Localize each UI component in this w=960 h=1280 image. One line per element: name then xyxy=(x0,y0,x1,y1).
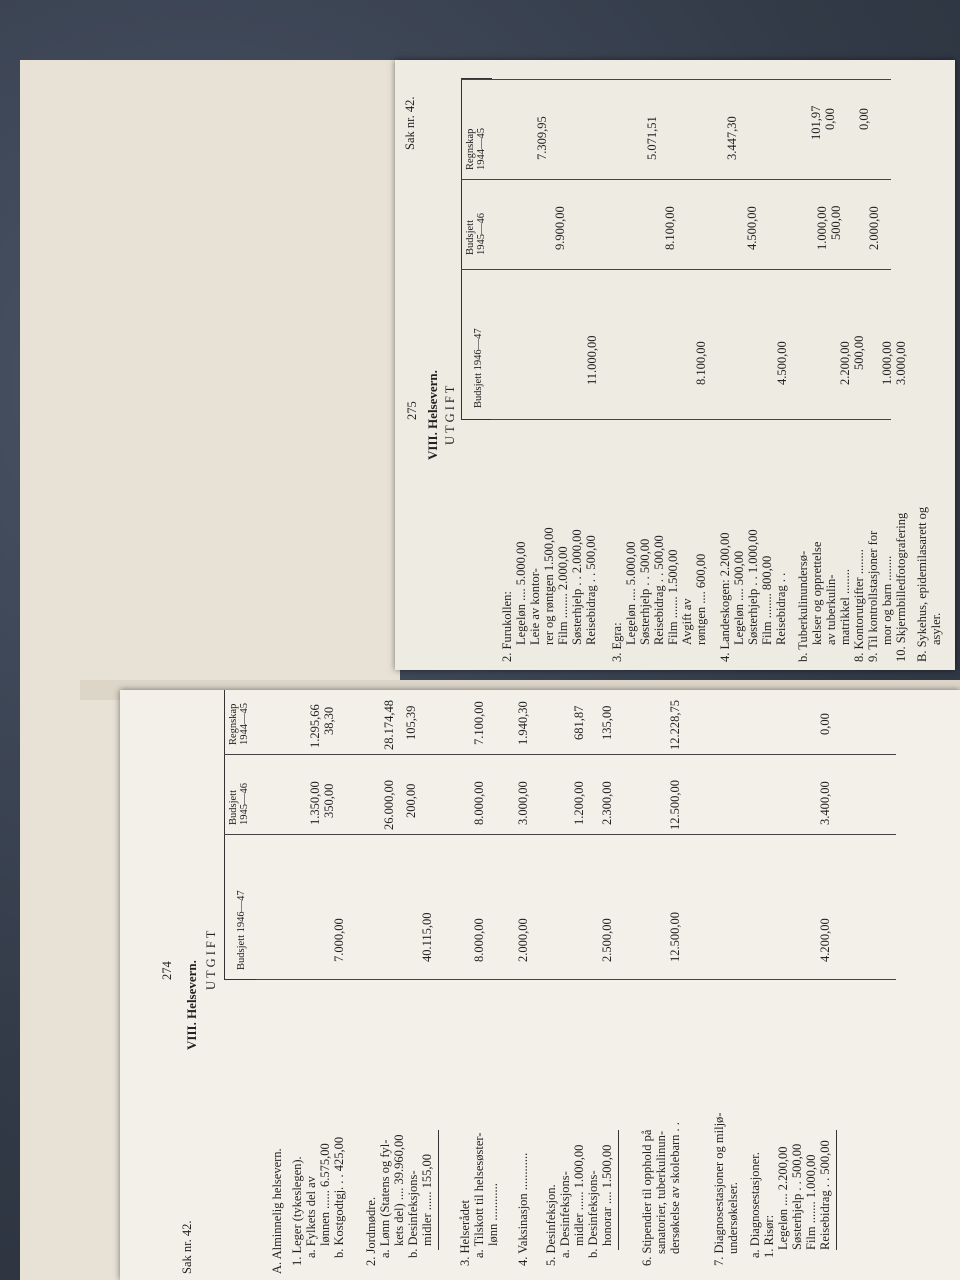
section-subtitle: UTGIFT xyxy=(443,382,457,445)
amount: 7.100,00 xyxy=(472,701,486,745)
list-item: B. Sykehus, epidemilasarett og xyxy=(915,506,929,662)
amount: 12.228,75 xyxy=(668,700,682,750)
amount: 8.100,00 xyxy=(663,206,677,250)
amount: 500,00 xyxy=(852,335,866,370)
list-item: kets del) .... 39.960,00 xyxy=(392,1134,406,1246)
list-item: b. Desinfeksjons- xyxy=(406,1170,420,1258)
list-item: Reisebidrag . . 500,00 xyxy=(818,1140,832,1250)
amount: 38,30 xyxy=(322,706,336,735)
list-item: Film ........ 800,00 xyxy=(760,555,774,645)
list-item: Film ....... 1.000,00 xyxy=(804,1154,818,1250)
list-item: Søsterhjelp . . 500,00 xyxy=(790,1143,804,1250)
amount: 681,87 xyxy=(572,705,586,740)
list-item: Søsterhjelp . . 1.000,00 xyxy=(746,529,760,645)
list-item: Film ........ 2.000,00 xyxy=(556,546,570,645)
list-item: 4. Landeskogen: 2.200,00 xyxy=(718,532,732,662)
list-item: 10. Skjermbilledfotografering xyxy=(894,512,908,662)
list-item: a. Tilskott til helsesøster- xyxy=(472,1132,486,1258)
amount: 0,00 xyxy=(857,108,871,130)
amount: 3.000,00 xyxy=(894,341,908,385)
list-item: kelser og opprettelse xyxy=(810,541,824,645)
list-item: sanatorier, tuberkulinun- xyxy=(654,1130,668,1254)
col-header-1945: Budsjett 1945—46 xyxy=(465,213,487,255)
amount: 11.000,00 xyxy=(585,335,599,385)
list-item: a. Desinfeksjons- xyxy=(558,1171,572,1258)
list-item: lønn ............ xyxy=(486,1183,500,1246)
list-item: b. Desinfeksjons- xyxy=(586,1170,600,1258)
section-title: VIII. Helsevern. xyxy=(425,370,440,460)
list-item: Legeløn .... 500,00 xyxy=(732,550,746,645)
section-subtitle: UTGIFT xyxy=(204,927,218,990)
section-title: VIII. Helsevern. xyxy=(184,960,199,1050)
amount: 40.115,00 xyxy=(420,912,434,962)
list-item: 7. Diagnosestasjoner og miljø- xyxy=(712,1112,726,1266)
list-item: 2. Jordmødre. xyxy=(364,1196,378,1266)
list-item: a. Lønn (Statens og fyl- xyxy=(378,1139,392,1258)
list-item: Avgift av xyxy=(680,598,694,645)
amount: 2.500,00 xyxy=(600,918,614,962)
amount: 12.500,00 xyxy=(668,780,682,830)
amount: 0,00 xyxy=(823,108,837,130)
page-274-content xyxy=(120,690,960,1280)
list-item: Film ....... 1.500,00 xyxy=(666,549,680,645)
amount: 500,00 xyxy=(829,205,843,240)
amount: 2.300,00 xyxy=(600,781,614,825)
list-item: 3. Helserådet xyxy=(458,1200,472,1266)
list-item: røntgen .... 600,00 xyxy=(694,553,708,645)
amount: 7.000,00 xyxy=(332,918,346,962)
amount: 1.000,00 xyxy=(880,341,894,385)
list-item: av tuberkulin- xyxy=(824,574,838,645)
amount: 135,00 xyxy=(600,705,614,740)
amount: 1.200,00 xyxy=(572,781,586,825)
amount: 200,00 xyxy=(404,783,418,818)
amount: 4.500,00 xyxy=(775,341,789,385)
amount: 2.000,00 xyxy=(516,918,530,962)
case-reference: Sak nr. 42. xyxy=(180,1220,194,1274)
amount: 4.200,00 xyxy=(818,918,832,962)
amount: 5.071,51 xyxy=(645,116,659,160)
amount: 1.295,66 xyxy=(308,704,322,748)
case-reference: Sak nr. 42. xyxy=(403,96,417,150)
page-number: 275 xyxy=(405,401,419,420)
amount: 8.000,00 xyxy=(472,781,486,825)
list-item: dersøkelse av skolebarn . . xyxy=(668,1122,682,1254)
list-item: rer og røntgen 1.500,00 xyxy=(542,527,556,645)
amount: 1.940,30 xyxy=(516,701,530,745)
list-item: 9. Til kontrollstasjoner for xyxy=(866,530,880,662)
col-header-1945: Budsjett 1945—46 xyxy=(228,783,250,825)
list-item: Søsterhjelp . . 500,00 xyxy=(638,538,652,645)
page-275-content xyxy=(395,60,955,670)
amount: 1.350,00 xyxy=(308,781,322,825)
list-item: 8. Kontorutgifter ........ xyxy=(852,549,866,662)
amount: 9.900,00 xyxy=(553,206,567,250)
col-header-1944: Regnskap 1944—45 xyxy=(228,703,250,745)
amount: 7.309,95 xyxy=(535,116,549,160)
col-header-1946: Budsjett 1946—47 xyxy=(473,328,484,408)
col-header-1946: Budsjett 1946—47 xyxy=(236,890,247,970)
list-item: Reisebidrag . . 500,00 xyxy=(584,535,598,645)
list-item: matrikkel ........ xyxy=(838,568,852,645)
list-item: 1. Leger (tykeslegen). xyxy=(290,1156,304,1266)
page-275 xyxy=(395,60,955,670)
list-item: b. Tuberkulinundersø- xyxy=(796,550,810,662)
list-item: a. Fylkets del av xyxy=(304,1176,318,1258)
list-item: undersøkelser. xyxy=(726,1182,740,1254)
list-item: Legeløn .... 5.000,00 xyxy=(514,541,528,645)
list-item: 1. Risør: xyxy=(762,1214,776,1258)
amount: 3.447,30 xyxy=(725,116,739,160)
page-number: 274 xyxy=(160,961,174,980)
amount: 0,00 xyxy=(818,713,832,735)
list-item: midler ...... 155,00 xyxy=(420,1153,434,1246)
amount: 350,00 xyxy=(322,783,336,818)
amount: 105,39 xyxy=(404,705,418,740)
list-item: lønnen ...... 6.575,00 xyxy=(318,1143,332,1246)
list-item: a. Diagnosestasjoner. xyxy=(748,1152,762,1258)
col-header-1944: Regnskap 1944—45 xyxy=(465,128,487,170)
list-item: Reisebidrag . . 500,00 xyxy=(652,535,666,645)
amount: 1.000,00 xyxy=(815,206,829,250)
amount: 8.000,00 xyxy=(472,918,486,962)
list-item: 6. Stipendier til opphold på xyxy=(640,1129,654,1266)
amount: 8.100,00 xyxy=(694,341,708,385)
amount: 28.174,48 xyxy=(382,700,396,750)
amount: 3.400,00 xyxy=(818,781,832,825)
amount: 4.500,00 xyxy=(745,206,759,250)
list-item: honorar .... 1.500,00 xyxy=(600,1144,614,1246)
list-item: mor og barn ........ xyxy=(880,555,894,645)
amount: 26.000,00 xyxy=(382,780,396,830)
amount: 12.500,00 xyxy=(668,912,682,962)
amount: 2.000,00 xyxy=(867,206,881,250)
amount: 101,97 xyxy=(809,105,823,140)
amount: 2.200,00 xyxy=(838,341,852,385)
list-item: 3. Egra: xyxy=(610,622,624,662)
list-item: Søsterhjelp . . 2.000,00 xyxy=(570,529,584,645)
list-item: 5. Desinfeksjon. xyxy=(544,1184,558,1266)
page-274 xyxy=(120,690,960,1280)
list-item: Leie av kontor- xyxy=(528,568,542,645)
list-item: 2. Furukollen: xyxy=(500,591,514,662)
amount: 3.000,00 xyxy=(516,781,530,825)
list-item: 4. Vaksinasjon ............ xyxy=(516,1152,530,1266)
list-item: Legeløn .... 2.200,00 xyxy=(776,1146,790,1250)
list-item: b. Kostgodtgj. . . 425,00 xyxy=(332,1136,346,1258)
list-item: asyler. xyxy=(929,612,943,645)
list-item: Legeløn .... 5.000,00 xyxy=(624,541,638,645)
list-item: midler ...... 1.000,00 xyxy=(572,1144,586,1246)
list-item: Reisebidrag . . xyxy=(774,572,788,645)
list-item: A. Alminnelig helsevern. xyxy=(270,1148,284,1274)
